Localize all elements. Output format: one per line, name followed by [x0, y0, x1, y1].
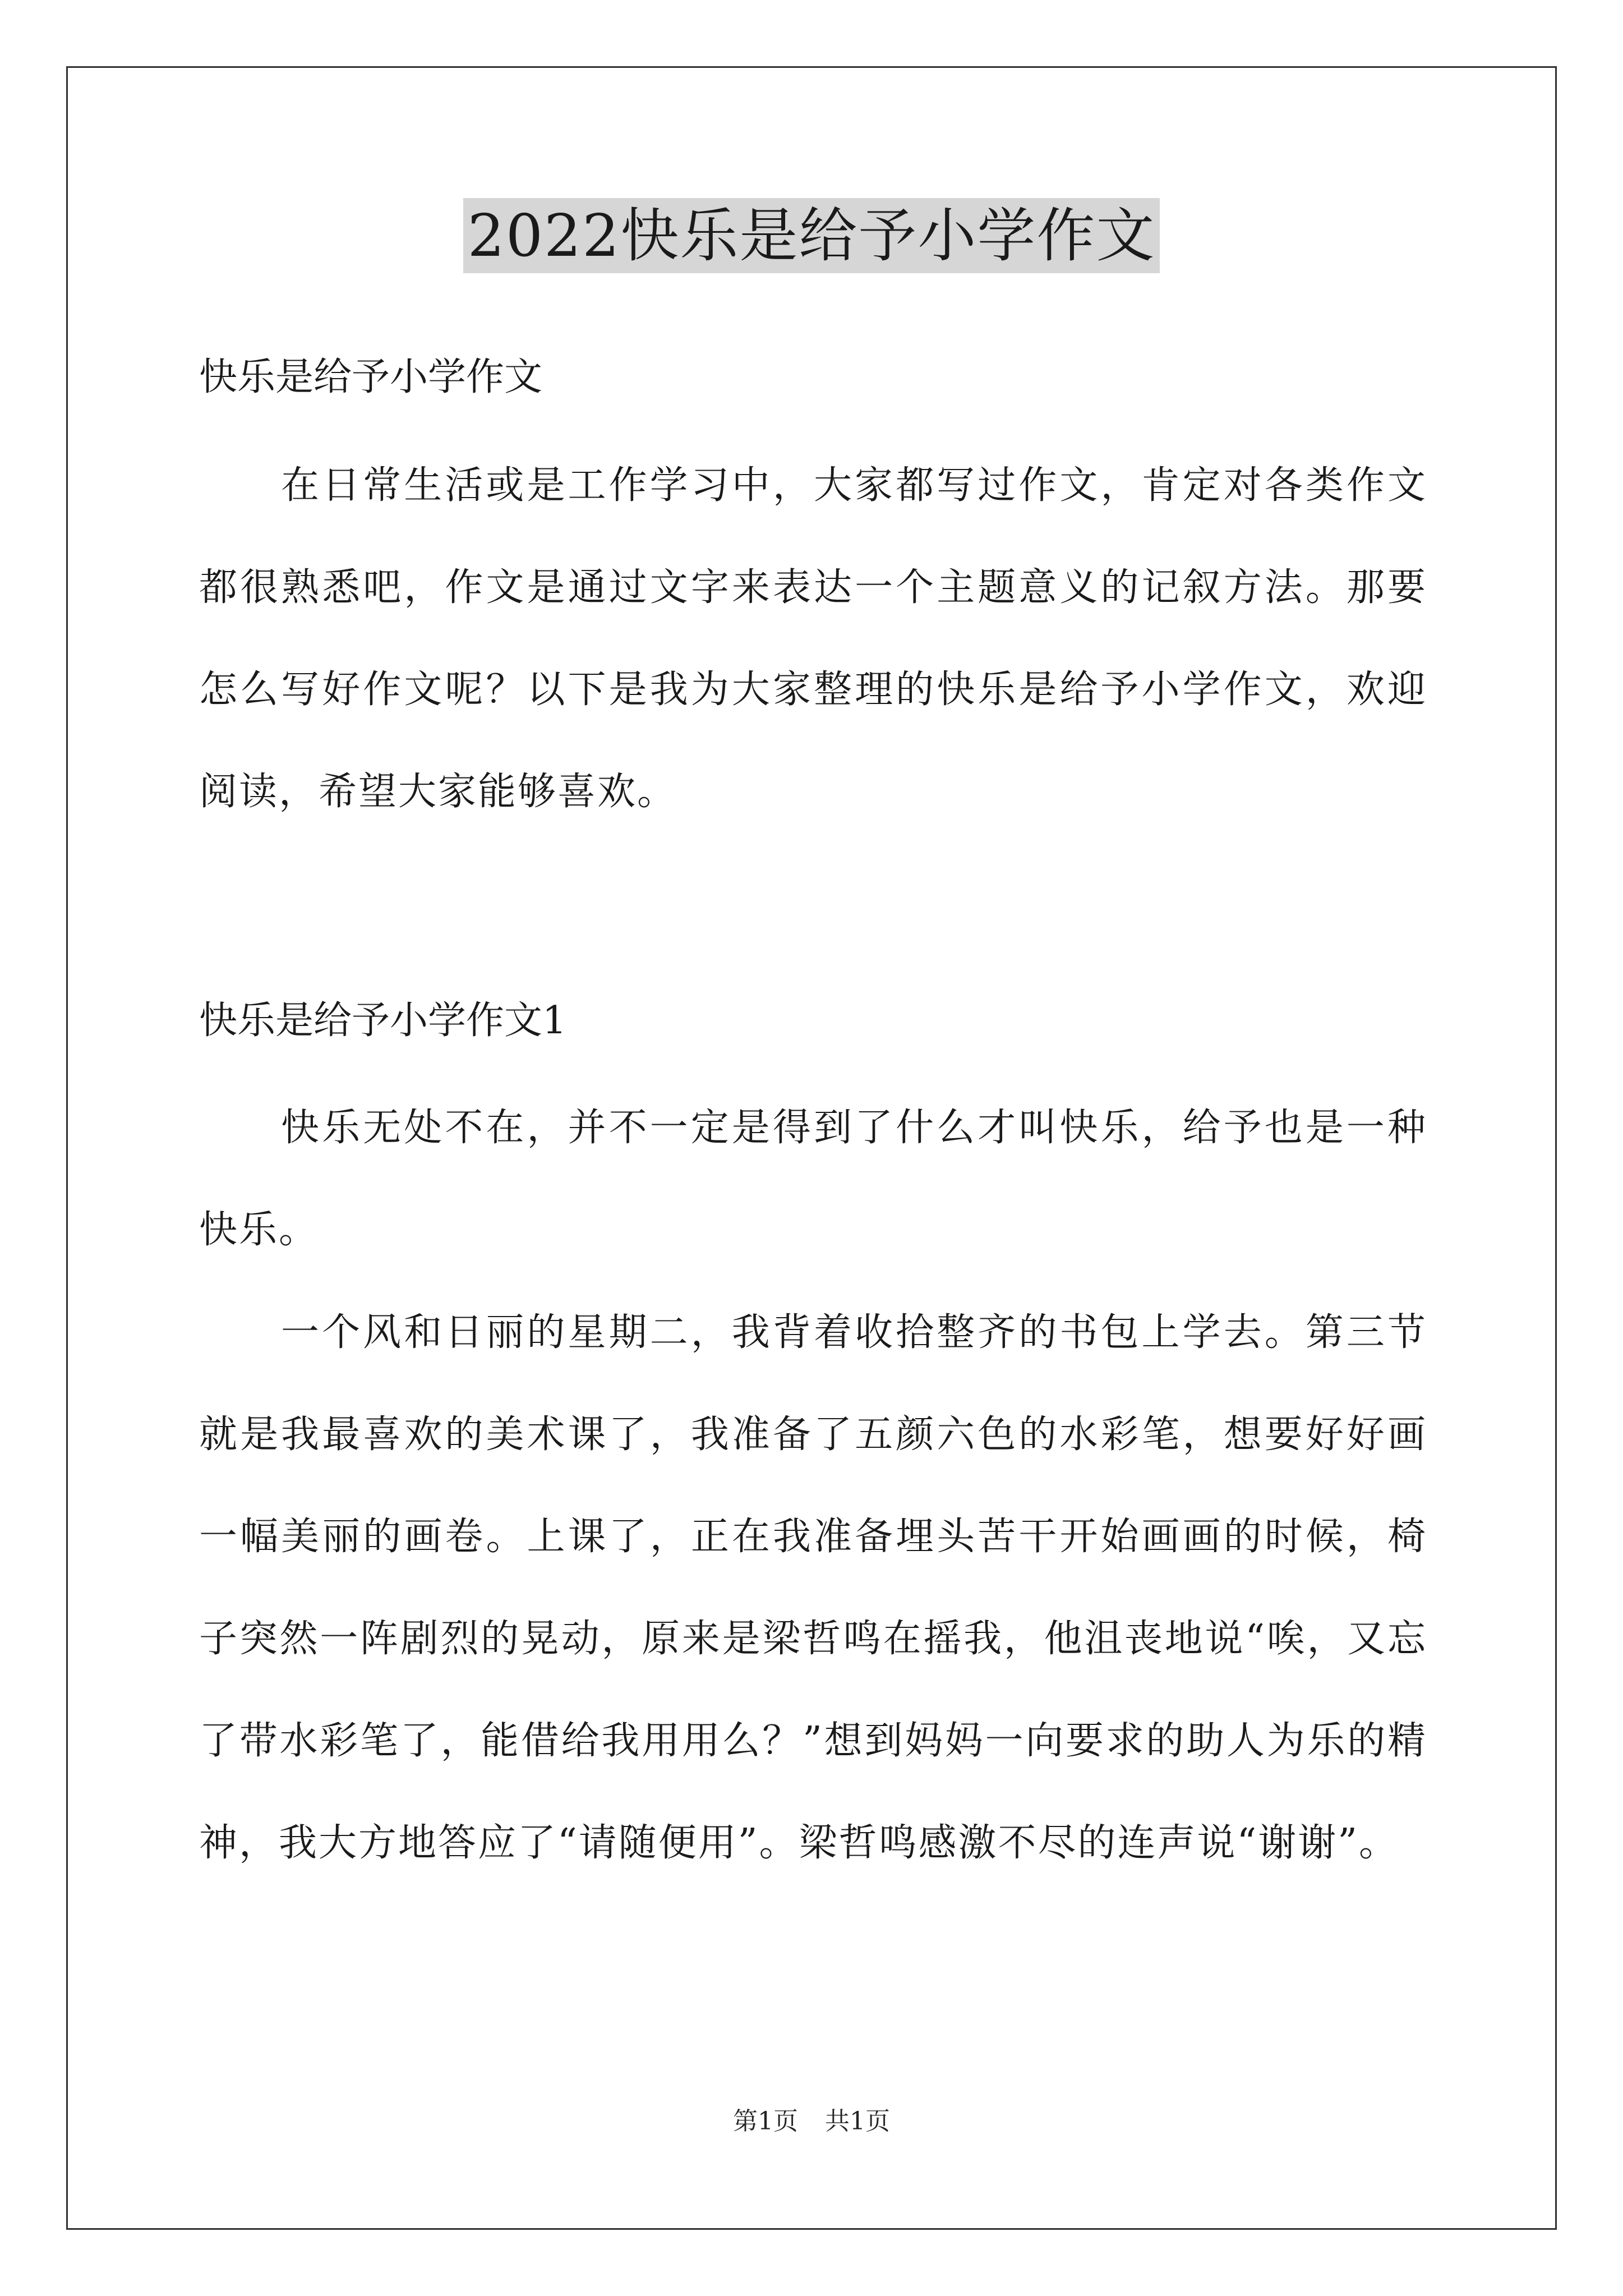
body-paragraph: 快乐无处不在，并不一定是得到了什么才叫快乐，给予也是一种快乐。 [199, 1106, 1427, 1252]
document-title [0, 194, 1623, 278]
document-title-text: 2022快乐是给予小学作文 [463, 198, 1160, 273]
page-footer [0, 2105, 1623, 2138]
intro-paragraph: 在日常生活或是工作学习中，大家都写过作文，肯定对各类作文都很熟悉吧，作文是通过文字来表达一个主题意义的记叙方法。那要怎么写好作文呢？以下是我为大家整理的快乐是给予小学作文，欢迎阅读，希望大家能够喜欢。 [199, 463, 1427, 814]
body-paragraph: 一个风和日丽的星期二，我背着收拾整齐的书包上学去。第三节就是我最喜欢的美术课了，我准备了五颜六色的水彩笔，想要好好画一幅美丽的画卷。上课了，正在我准备埋头苦干开始画画的时候，椅子突然一阵剧烈的晃动，原来是梁哲鸣在摇我，他沮丧地说“唉，又忘了带水彩笔了，能借给我用用么？”想到妈妈一向要求的助人为乐的精神，我大方地答应了“请随便用”。梁哲鸣感激不尽的连声说“谢谢”。 [199, 1310, 1427, 1865]
page-number-current: 第1页 [733, 2107, 798, 2136]
page-number-total: 共1页 [825, 2107, 890, 2136]
subtitle: 快乐是给予小学作文 [199, 355, 543, 399]
section-heading: 快乐是给予小学作文1 [199, 999, 567, 1043]
